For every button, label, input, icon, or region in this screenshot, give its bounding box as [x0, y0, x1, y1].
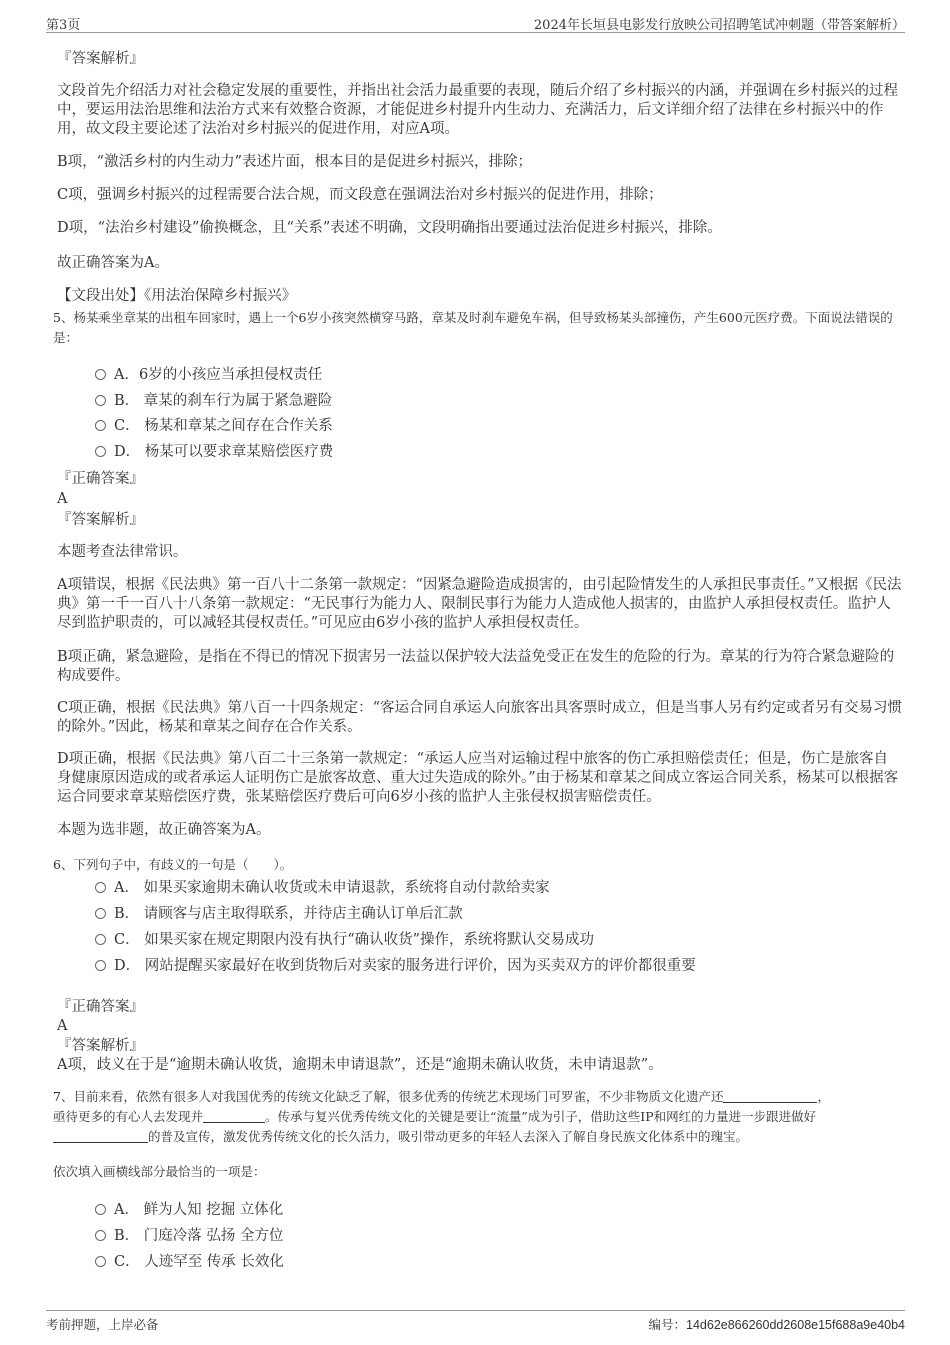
q7-prompt: 依次填入画横线部分最恰当的一项是：	[53, 1164, 266, 1179]
q6-option-b[interactable]: B． 请顾客与店主取得联系，并待店主确认订单后汇款	[95, 905, 463, 924]
q5-analysis-p1: 本题考查法律常识。	[57, 544, 188, 560]
q5-answer: A	[57, 491, 68, 507]
radio-icon[interactable]	[95, 934, 106, 945]
q4-source: 【文段出处】《用法治保障乡村振兴》	[57, 288, 297, 304]
q4-analysis-label: 『答案解析』	[57, 51, 144, 67]
radio-icon[interactable]	[95, 369, 106, 380]
q5-option-d[interactable]: D． 杨某可以要求章某赔偿医疗费	[95, 443, 333, 462]
fill-blank-2	[203, 1110, 265, 1123]
q6-option-a[interactable]: A． 如果买家逾期未确认收货或未申请退款，系统将自动付款给卖家	[95, 879, 550, 898]
q5-analysis-p3: B项正确，紧急避险，是指在不得已的情况下损害另一法益以保护较大法益免受正在发生的危险的行为。章某的行为符合紧急避险的构成要件。	[57, 649, 895, 684]
q5-option-b[interactable]: B． 章某的刹车行为属于紧急避险	[95, 392, 332, 411]
fill-blank-3	[53, 1130, 148, 1143]
radio-icon[interactable]	[95, 446, 106, 457]
q5-option-c[interactable]: C． 杨某和章某之间存在合作关系	[95, 417, 333, 436]
radio-icon[interactable]	[95, 882, 106, 893]
page-footer	[46, 1310, 905, 1335]
q5-analysis-label: 『答案解析』	[57, 512, 144, 528]
radio-icon[interactable]	[95, 1256, 106, 1267]
radio-icon[interactable]	[95, 1204, 106, 1215]
q5-analysis-p5: D项正确，根据《民法典》第八百二十三条第一款规定：“承运人应当对运输过程中旅客的伤亡承担赔偿责任；但是，伤亡是旅客自身健康原因造成的或者承运人证明伤亡是旅客故意、重大过失造成的除外。”由于杨某和章某之间成立客运合同关系，杨某可以根据客运合同要求章某赔偿医疗费，张某赔偿医疗费后可向6岁小孩的监护人主张侵权损害赔偿责任。	[57, 751, 899, 805]
q5-answer-summary: 本题为选非题，故正确答案为A。	[57, 822, 271, 838]
radio-icon[interactable]	[95, 1230, 106, 1241]
q6-answer-label: 『正确答案』	[57, 999, 144, 1015]
document-title: 2024年长垣县电影发行放映公司招聘笔试冲刺题（带答案解析）	[533, 18, 905, 33]
q7-option-b[interactable]: B． 门庭冷落 弘扬 全方位	[95, 1227, 283, 1246]
radio-icon[interactable]	[95, 420, 106, 431]
q6-stem: 6、下列句子中，有歧义的一句是（ ）。	[53, 857, 293, 872]
q7-option-c[interactable]: C． 人迹罕至 传承 长效化	[95, 1253, 284, 1272]
q7-stem: 7、目前来看，依然有很多人对我国优秀的传统文化缺乏了解，很多优秀的传统艺术现场门可罗雀，不少非物质文化遗产还 ， 亟待更多的有心人去发现并 。传承与复兴优秀传统文化的关键是要让“流量”成为引子，借助这些IP和网红的力量进一步跟进做好 的普及宣传，激发优秀传统文化的长久活力，吸引带动更多的年轻人去深入了解自身民族文化体系中的瑰宝。	[53, 1089, 830, 1144]
q6-option-d[interactable]: D． 网站提醒买家最好在收到货物后对卖家的服务进行评价，因为买卖双方的评价都很重要	[95, 957, 696, 976]
q6-analysis-p1: A项，歧义在于是“逾期未确认收货，逾期未申请退款”，还是“逾期未确认收货，未申请退款”。	[57, 1057, 663, 1073]
q5-stem: 5、杨某乘坐章某的出租车回家时，遇上一个6岁小孩突然横穿马路，章某及时刹车避免车祸，但导致杨某头部撞伤，产生600元医疗费。下面说法错误的是：	[53, 310, 893, 345]
q7-option-a[interactable]: A． 鲜为人知 挖掘 立体化	[95, 1201, 283, 1220]
page-header	[46, 12, 905, 33]
footer-slogan: 考前押题，上岸必备	[46, 1317, 159, 1332]
q5-analysis-p2: A项错误，根据《民法典》第一百八十二条第一款规定：“因紧急避险造成损害的，由引起险情发生的人承担民事责任。”又根据《民法典》第一千一百八十八条第一款规定：“无民事行为能力人、限制民事行为能力人造成他人损害的，由监护人承担侵权责任。监护人尽到监护职责的，可以减轻其侵权责任。”可见应由6岁小孩的监护人承担侵权责任。	[57, 577, 902, 631]
q4-analysis-p2: B项，“激活乡村的内生动力”表述片面，根本目的是促进乡村振兴，排除；	[57, 154, 532, 170]
q6-option-c[interactable]: C． 如果买家在规定期限内没有执行“确认收货”操作，系统将默认交易成功	[95, 931, 594, 950]
q5-answer-label: 『正确答案』	[57, 471, 144, 487]
q4-analysis-p4: D项，“法治乡村建设”偷换概念，且“关系”表述不明确，文段明确指出要通过法治促进乡村振兴，排除。	[57, 220, 722, 236]
q5-analysis-p4: C项正确，根据《民法典》第八百一十四条规定：“客运合同自承运人向旅客出具客票时成立，但是当事人另有约定或者另有交易习惯的除外。”因此，杨某和章某之间存在合作关系。	[57, 700, 903, 735]
q6-analysis-label: 『答案解析』	[57, 1038, 144, 1054]
q6-answer: A	[57, 1018, 68, 1034]
radio-icon[interactable]	[95, 395, 106, 406]
q4-analysis-p1: 文段首先介绍活力对社会稳定发展的重要性，并指出社会活力最重要的表现，随后介绍了乡村振兴的内涵，并强调在乡村振兴的过程中，要运用法治思维和法治方式来有效整合资源，才能促进乡村提升内生动力、充满活力，后文详细介绍了法律在乡村振兴中的作用，故文段主要论述了法治对乡村振兴的促进作用，对应A项。	[57, 83, 898, 137]
q5-option-a[interactable]: A．6岁的小孩应当承担侵权责任	[95, 366, 322, 385]
document-code: 编号：14d62e866260dd2608e15f688a9e40b4	[648, 1317, 905, 1332]
page-number: 第3页	[46, 18, 81, 33]
q4-answer-summary: 故正确答案为A。	[57, 255, 169, 271]
q4-analysis-p3: C项，强调乡村振兴的过程需要合法合规，而文段意在强调法治对乡村振兴的促进作用，排除；	[57, 187, 663, 203]
radio-icon[interactable]	[95, 908, 106, 919]
radio-icon[interactable]	[95, 960, 106, 971]
fill-blank-1	[723, 1090, 817, 1103]
